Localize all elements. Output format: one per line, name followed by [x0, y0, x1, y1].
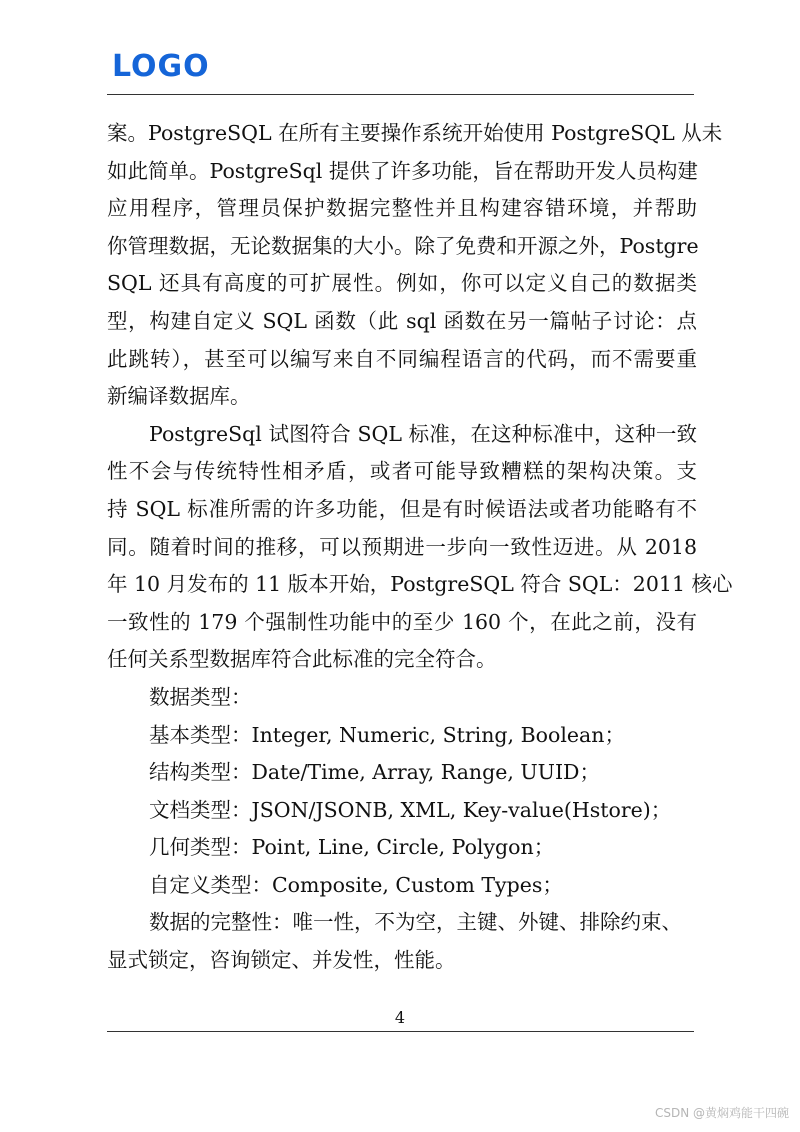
text-line: 型，构建自定义 SQL 函数（此 sql 函数在另一篇帖子讨论：点	[107, 308, 697, 333]
text-line: 年 10 月发布的 11 版本开始，PostgreSQL 符合 SQL：2011 核心	[107, 572, 733, 597]
list-item: 基本类型：Integer, Numeric, String, Boolean；	[149, 722, 625, 747]
watermark: CSDN @黄焖鸡能干四碗	[654, 1106, 789, 1120]
list-item: 几何类型：Point, Line, Circle, Polygon；	[149, 835, 555, 860]
text-line: 同。随着时间的推移，可以预期进一步向一致性迈进。从 2018	[107, 534, 697, 559]
list-item: 自定义类型：Composite, Custom Types；	[149, 872, 563, 897]
header-divider	[107, 94, 694, 95]
text-line: 案。PostgreSQL 在所有主要操作系统开始使用 PostgreSQL 从未	[107, 121, 723, 145]
section-heading: 数据类型：	[149, 684, 252, 709]
text-line: 性不会与传统特性相矛盾，或者可能导致糟糕的架构决策。支	[107, 459, 697, 484]
page-number: 4	[394, 1008, 406, 1027]
text-line: SQL 还具有高度的可扩展性。例如，你可以定义自己的数据类	[107, 271, 697, 296]
text-line: 如此简单。PostgreSql 提供了许多功能，旨在帮助开发人员构建	[107, 158, 698, 183]
logo: LOGO	[112, 49, 210, 84]
text-line: 新编译数据库。	[107, 384, 251, 409]
text-line: 显式锁定，咨询锁定、并发性，性能。	[107, 948, 456, 973]
text-line: 此跳转），甚至可以编写来自不同编程语言的代码，而不需要重	[107, 346, 697, 371]
footer-divider	[107, 1031, 694, 1032]
text-line: 应用程序，管理员保护数据完整性并且构建容错环境，并帮助	[107, 196, 697, 221]
list-item: 文档类型：JSON/JSONB, XML, Key-value(Hstore)；	[149, 797, 672, 822]
text-line: PostgreSql 试图符合 SQL 标准，在这种标准中，这种一致	[149, 421, 697, 446]
text-line: 你管理数据，无论数据集的大小。除了免费和开源之外，Postgre	[107, 233, 699, 258]
text-line: 数据的完整性：唯一性，不为空，主键、外键、排除约束、	[149, 910, 682, 935]
text-line: 持 SQL 标准所需的许多功能，但是有时候语法或者功能略有不	[107, 496, 697, 521]
text-line: 一致性的 179 个强制性功能中的至少 160 个，在此之前，没有	[107, 609, 697, 634]
document-body	[107, 115, 733, 980]
text-line: 任何关系型数据库符合此标准的完全符合。	[107, 647, 497, 672]
list-item: 结构类型：Date/Time, Array, Range, UUID；	[149, 760, 600, 785]
